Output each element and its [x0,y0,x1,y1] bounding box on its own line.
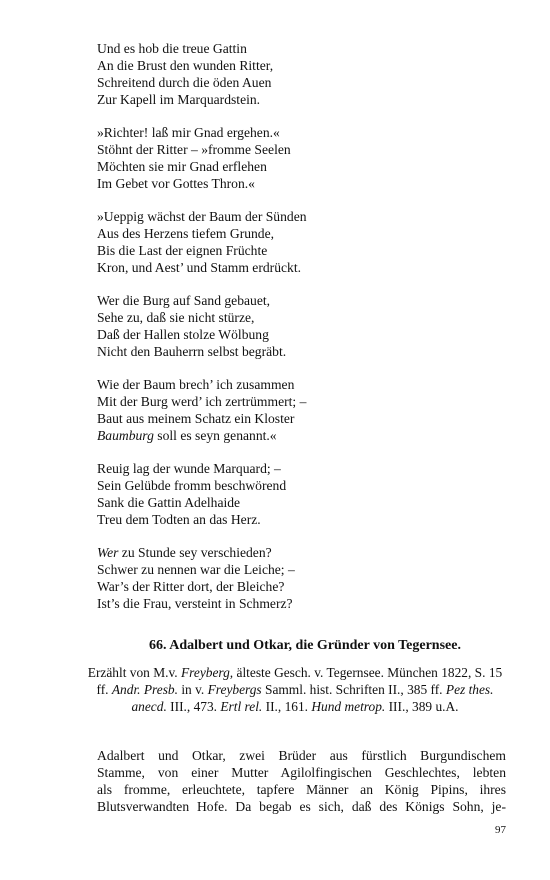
verse-line: An die Brust den wunden Ritter, [97,58,274,73]
verse-line: »Richter! laß mir Gnad ergehen.« [97,125,280,140]
verse-line: Nicht den Bauherrn selbst begräbt. [97,344,287,359]
verse-line: Im Gebet vor Gottes Thron.« [97,176,255,191]
verse-line: War’s der Ritter dort, der Bleiche? [97,579,285,594]
citation-work: Hund metrop. [311,699,386,714]
section-heading: 66. Adalbert und Otkar, die Gründer von Tegernsee. [149,638,461,653]
verse-line: Zur Kapell im Marquardstein. [97,92,261,107]
stanza-1 [97,40,517,108]
verse-line: Daß der Hallen stolze Wölbung [97,327,269,342]
verse-line [97,427,517,444]
citation-work: Ertl rel. [220,699,263,714]
verse-text: soll es seyn genannt.« [153,428,277,443]
stanza-4 [97,292,517,360]
italic-name: Baumburg [97,428,154,443]
verse-line: Wie der Baum brech’ ich zusammen [97,377,295,392]
prose-line: als fromme, erleuchtete, tapfere Männer an König Pipins, ihres [97,782,506,797]
verse-line: Reuig lag der wunde Marquard; – [97,461,281,476]
verse-line: Und es hob die treue Gattin [97,41,247,56]
verse-line: Stöhnt der Ritter – »fromme Seelen [97,142,291,157]
stanza-5 [97,376,517,444]
stanza-6 [97,460,517,528]
verse-line: Bis die Last der eignen Früchte [97,243,268,258]
prose-line: Stamme, von einer Mutter Agilolfingischen Geschlechtes, lebten [97,765,506,780]
verse-line: Sein Gelübde fromm beschwörend [97,478,287,493]
citation-text: II., 161. [262,699,312,714]
prose-paragraph [97,747,506,815]
verse-line: Möchten sie mir Gnad erflehen [97,159,267,174]
citation-author: Freyberg, [180,665,234,680]
verse-line: Schwer zu nennen war die Leiche; – [97,562,295,577]
verse-line: Sehe zu, daß sie nicht stürze, [97,310,255,325]
citation-work: Pez thes. anecd. [131,682,494,714]
source-citation [84,664,506,715]
stanza-2 [97,124,517,192]
verse-line: Mit der Burg werd’ ich zertrümmert; – [97,394,307,409]
verse-line: Baut aus meinem Schatz ein Kloster [97,411,295,426]
citation-text: in v. [177,682,208,697]
citation-text: III., 473. [166,699,221,714]
verse-line: Kron, und Aest’ und Stamm erdrückt. [97,260,301,275]
poem [97,40,517,628]
citation-text: älteste Gesch. v. Tegernsee. München 1822, S. 15 ff. [96,665,503,697]
prose-line: Adalbert und Otkar, zwei Brüder aus fürstlich Burgundischem [97,748,506,763]
verse-line: Wer die Burg auf Sand gebauet, [97,293,271,308]
italic-word: Wer [97,545,119,560]
prose-line: Blutsverwandten Hofe. Da begab es sich, daß des Königs Sohn, je- [97,799,506,814]
verse-line: Aus des Herzens tiefem Grunde, [97,226,275,241]
verse-line [97,544,517,561]
citation-author: Andr. Presb. [111,682,178,697]
citation-text: Erzählt von M.v. [87,665,181,680]
stanza-7 [97,544,517,612]
verse-line: Sank die Gattin Adelhaide [97,495,241,510]
citation-author: Freybergs [207,682,262,697]
verse-text: zu Stunde sey verschieden? [118,545,272,560]
citation-text: Samml. hist. Schriften II., 385 ff. [261,682,446,697]
verse-line: Schreitend durch die öden Auen [97,75,272,90]
page-number: 97 [495,824,506,836]
verse-line: Ist’s die Frau, versteint in Schmerz? [97,596,293,611]
citation-text: III., 389 u.A. [385,699,459,714]
verse-line: Treu dem Todten an das Herz. [97,512,261,527]
verse-line: »Ueppig wächst der Baum der Sünden [97,209,307,224]
stanza-3 [97,208,517,276]
